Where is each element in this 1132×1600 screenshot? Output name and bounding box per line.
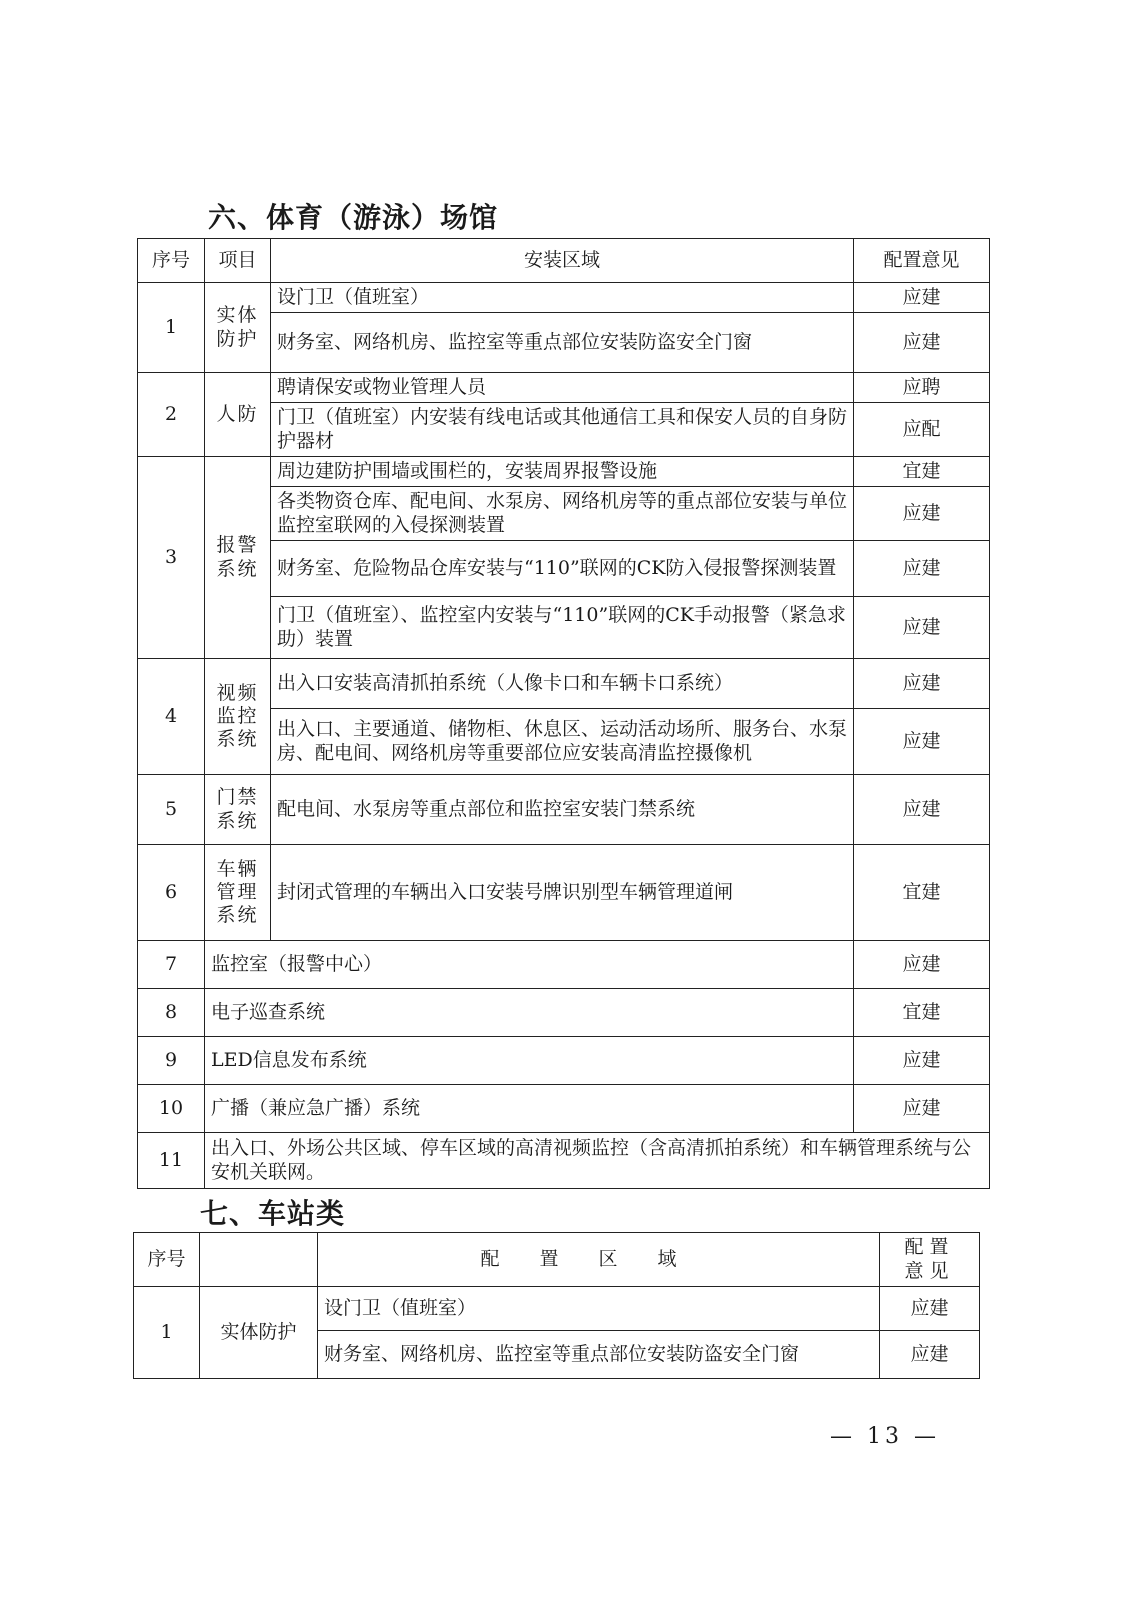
- row-opinion: 应建: [880, 1331, 980, 1379]
- row-seq: 10: [138, 1085, 205, 1133]
- row-area: 门卫（值班室）、监控室内安装与“110”联网的CK手动报警（紧急求助）装置: [271, 597, 854, 659]
- table-row: [138, 1133, 990, 1189]
- table-row: [138, 845, 990, 941]
- table-row: [138, 775, 990, 845]
- page-number: — 13 —: [830, 1424, 940, 1449]
- row-area: 设门卫（值班室）: [318, 1287, 880, 1331]
- row-seq: 1: [134, 1287, 200, 1379]
- row-opinion: 应建: [854, 775, 990, 845]
- header-seq: 序号: [134, 1233, 200, 1287]
- row-opinion: 应建: [854, 709, 990, 775]
- row-seq: 4: [138, 659, 205, 775]
- row-area: 电子巡查系统: [205, 989, 854, 1037]
- row-opinion: 应建: [854, 313, 990, 373]
- row-seq: 6: [138, 845, 205, 941]
- row-item: 门禁系统: [205, 775, 271, 845]
- row-opinion: 应建: [854, 541, 990, 597]
- header-seq: 序号: [138, 239, 205, 283]
- row-area: 聘请保安或物业管理人员: [271, 373, 854, 403]
- row-opinion: 宜建: [854, 457, 990, 487]
- table-row: [138, 941, 990, 989]
- header-opinion: 配置意见: [880, 1233, 980, 1287]
- section7-title: 七、车站类: [200, 1197, 346, 1230]
- table-row: [138, 659, 990, 709]
- table-row: [138, 373, 990, 403]
- header-item: [200, 1233, 318, 1287]
- table-header-row: [134, 1233, 980, 1287]
- row-seq: 2: [138, 373, 205, 457]
- row-item: 实体防护: [200, 1287, 318, 1379]
- row-note: 出入口、外场公共区域、停车区域的高清视频监控（含高清抓拍系统）和车辆管理系统与公安机关联网。: [205, 1133, 990, 1189]
- row-seq: 11: [138, 1133, 205, 1189]
- table-row: [138, 457, 990, 487]
- row-seq: 5: [138, 775, 205, 845]
- row-opinion: 应建: [854, 941, 990, 989]
- row-area: 广播（兼应急广播）系统: [205, 1085, 854, 1133]
- row-seq: 1: [138, 283, 205, 373]
- row-seq: 3: [138, 457, 205, 659]
- row-opinion: 应聘: [854, 373, 990, 403]
- row-area: 各类物资仓库、配电间、水泵房、网络机房等的重点部位安装与单位监控室联网的入侵探测装置: [271, 487, 854, 541]
- row-item: 实体防护: [205, 283, 271, 373]
- header-opinion: 配置意见: [854, 239, 990, 283]
- row-item: 视频监控系统: [205, 659, 271, 775]
- row-area: 出入口、主要通道、储物柜、休息区、运动活动场所、服务台、水泵房、配电间、网络机房等重要部位应安装高清监控摄像机: [271, 709, 854, 775]
- row-item: 报警系统: [205, 457, 271, 659]
- header-area: 安装区域: [271, 239, 854, 283]
- table-row: [138, 1037, 990, 1085]
- row-area: 出入口安装高清抓拍系统（人像卡口和车辆卡口系统）: [271, 659, 854, 709]
- row-opinion: 应建: [854, 487, 990, 541]
- section6-table: [137, 238, 990, 1189]
- row-area: 监控室（报警中心）: [205, 941, 854, 989]
- row-item: 车辆管理系统: [205, 845, 271, 941]
- row-area: 配电间、水泵房等重点部位和监控室安装门禁系统: [271, 775, 854, 845]
- table-header-row: [138, 239, 990, 283]
- row-area: 财务室、危险物品仓库安装与“110”联网的CK防入侵报警探测装置: [271, 541, 854, 597]
- row-area: 财务室、网络机房、监控室等重点部位安装防盗安全门窗: [318, 1331, 880, 1379]
- header-item: 项目: [205, 239, 271, 283]
- row-area: 财务室、网络机房、监控室等重点部位安装防盗安全门窗: [271, 313, 854, 373]
- row-area: LED信息发布系统: [205, 1037, 854, 1085]
- row-opinion: 应建: [854, 283, 990, 313]
- row-seq: 8: [138, 989, 205, 1037]
- table-row: [138, 1085, 990, 1133]
- row-area: 周边建防护围墙或围栏的，安装周界报警设施: [271, 457, 854, 487]
- table-row: [138, 283, 990, 313]
- section6-title: 六、体育（游泳）场馆: [208, 201, 499, 234]
- row-opinion: 应建: [854, 1037, 990, 1085]
- table-row: [134, 1287, 980, 1331]
- section7-table: [133, 1232, 980, 1379]
- row-area: 门卫（值班室）内安装有线电话或其他通信工具和保安人员的自身防护器材: [271, 403, 854, 457]
- header-area: 配置区域: [318, 1233, 880, 1287]
- row-area: 设门卫（值班室）: [271, 283, 854, 313]
- row-seq: 9: [138, 1037, 205, 1085]
- row-opinion: 宜建: [854, 845, 990, 941]
- row-seq: 7: [138, 941, 205, 989]
- row-item: 人防: [205, 373, 271, 457]
- row-opinion: 应建: [854, 597, 990, 659]
- row-opinion: 应配: [854, 403, 990, 457]
- table-row: [138, 989, 990, 1037]
- row-area: 封闭式管理的车辆出入口安装号牌识别型车辆管理道闸: [271, 845, 854, 941]
- row-opinion: 应建: [880, 1287, 980, 1331]
- row-opinion: 应建: [854, 659, 990, 709]
- row-opinion: 宜建: [854, 989, 990, 1037]
- row-opinion: 应建: [854, 1085, 990, 1133]
